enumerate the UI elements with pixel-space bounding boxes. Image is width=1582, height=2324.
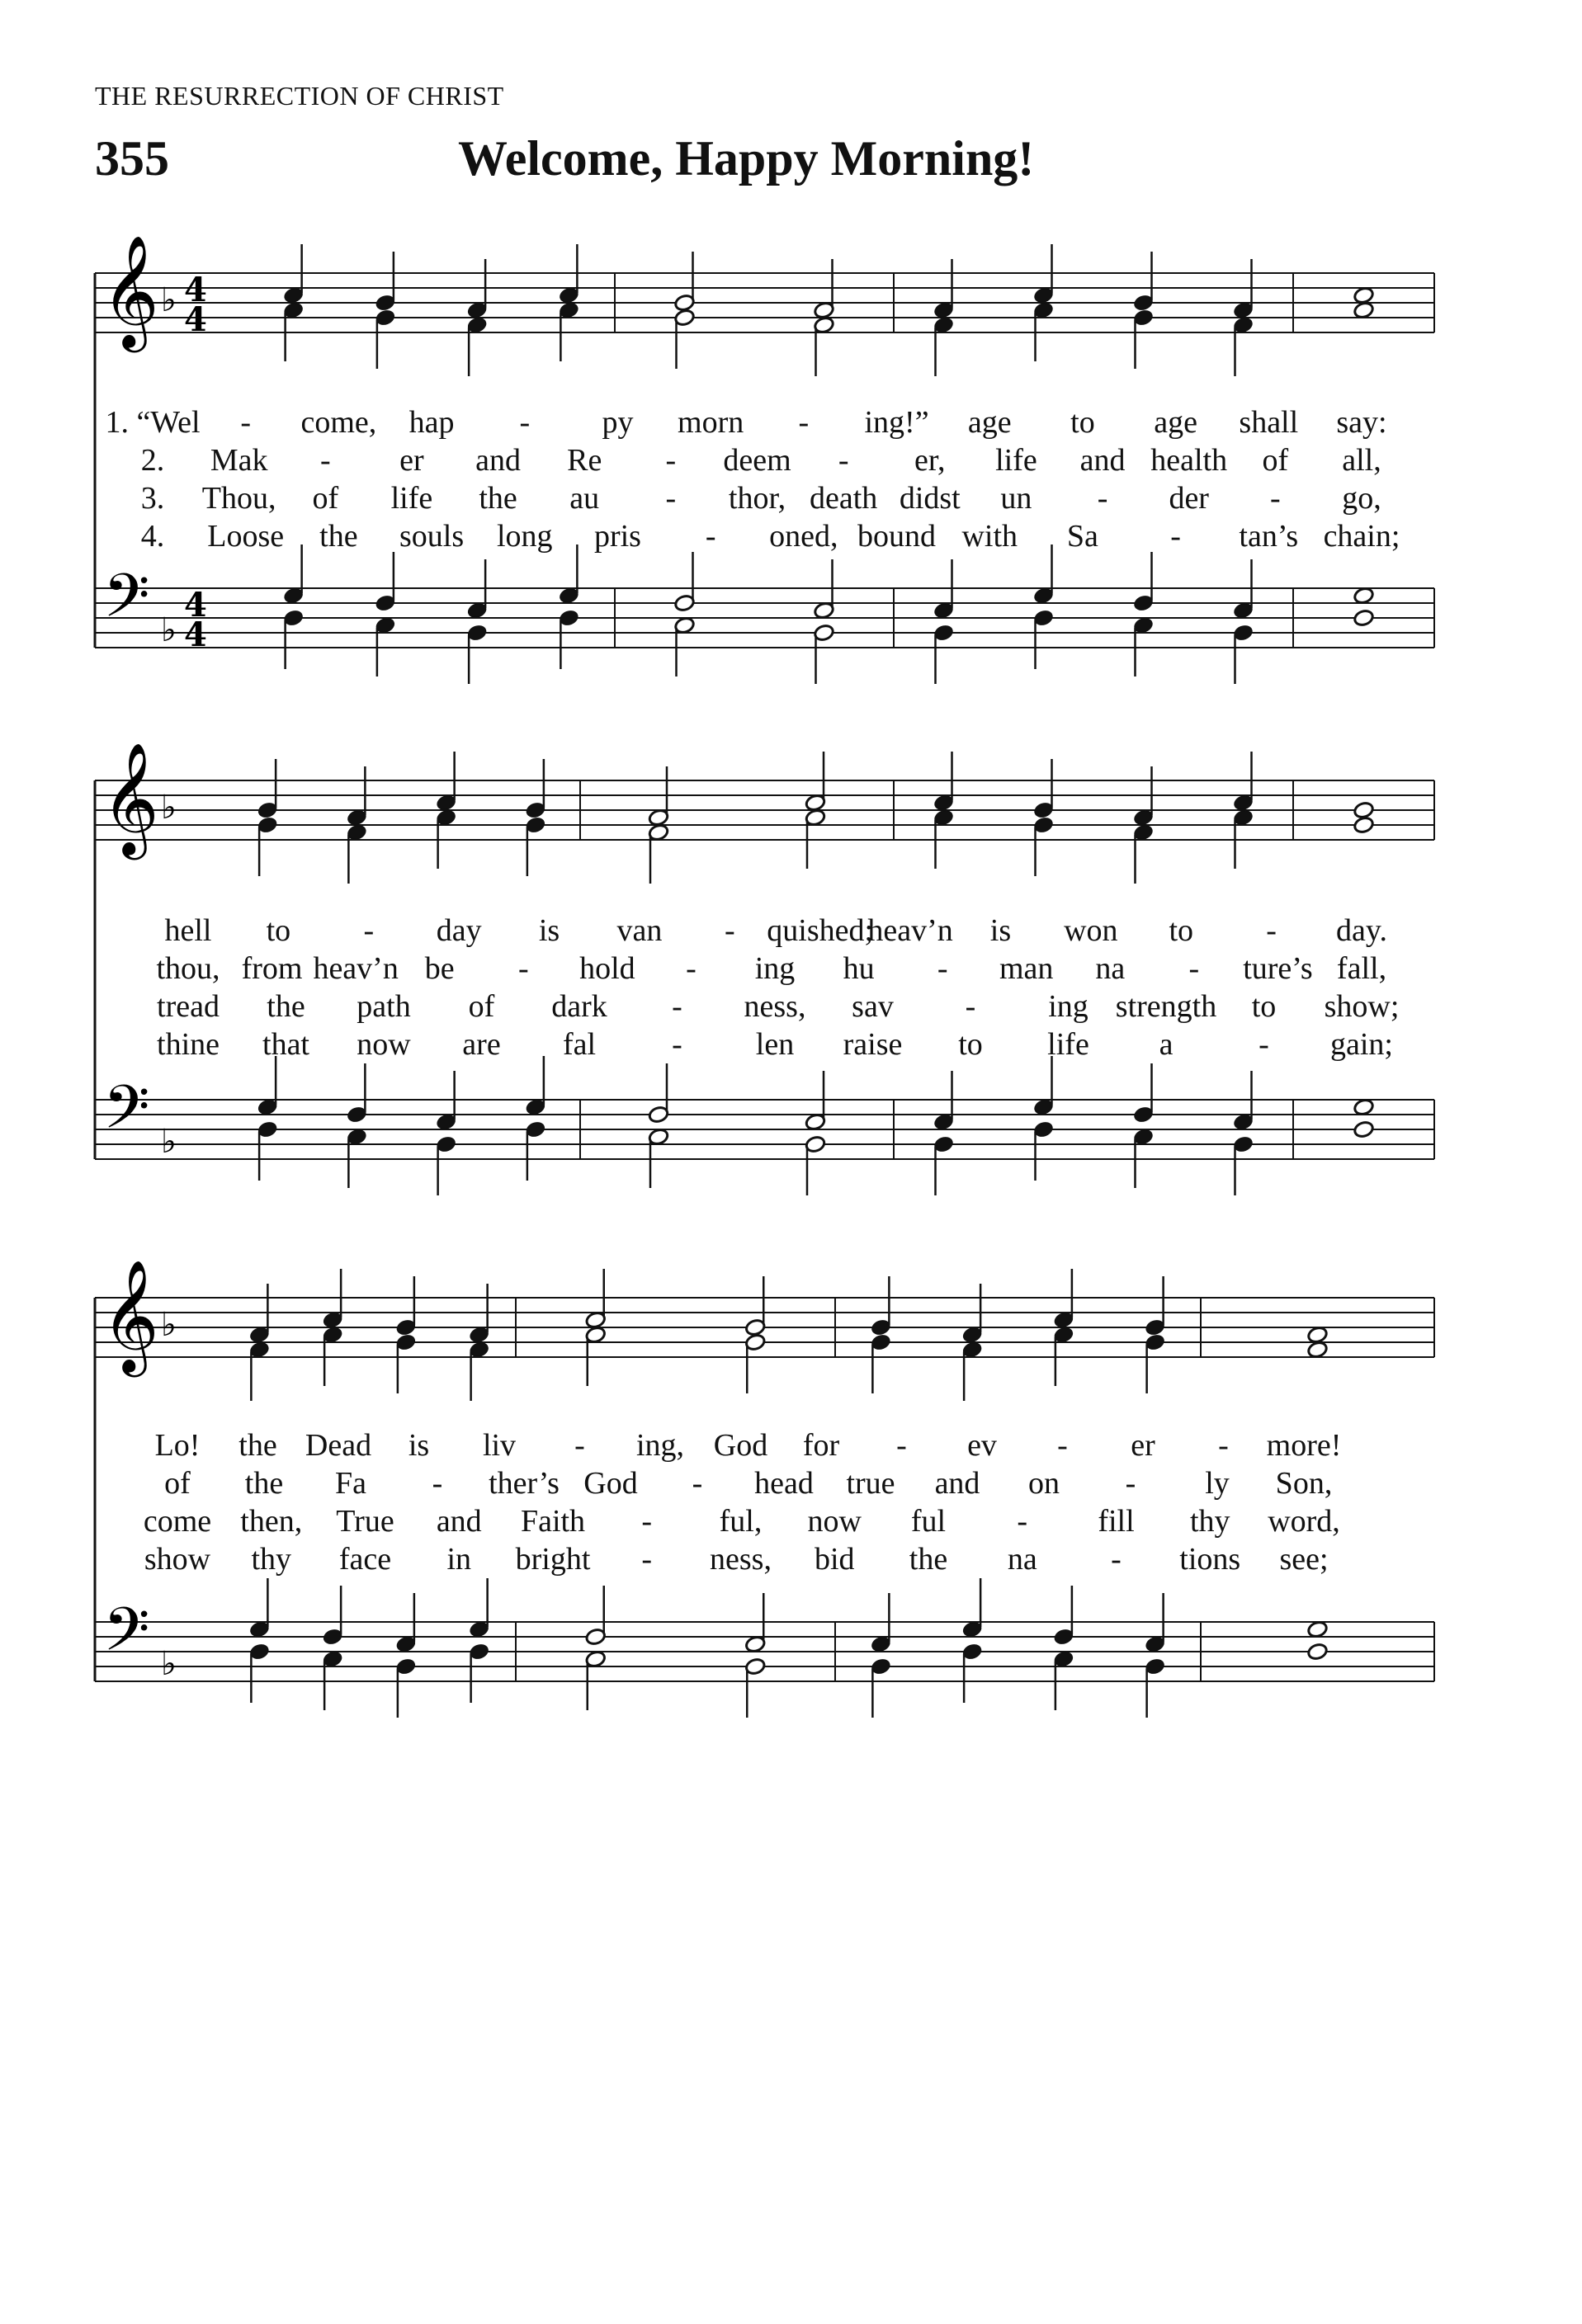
flat-icon: ♭	[161, 1306, 177, 1344]
lyric-syllable: true	[846, 1466, 895, 1501]
note-head	[1353, 301, 1374, 320]
lyric-syllable: life	[1047, 1027, 1089, 1062]
lyric-syllable: thy	[1189, 1504, 1230, 1539]
lyric-syllable: from	[241, 951, 303, 986]
lyric-syllable: Dead	[305, 1428, 372, 1463]
lyric-syllable: -	[838, 443, 849, 478]
lyric-syllable: see;	[1279, 1542, 1329, 1577]
lyric-syllable: the	[909, 1542, 948, 1577]
lyric-syllable: path	[357, 989, 411, 1024]
lyric-syllable: are	[462, 1027, 501, 1062]
note-head	[1353, 609, 1374, 628]
lyric-syllable: ful	[910, 1504, 947, 1539]
lyric-syllable: -	[692, 1466, 703, 1501]
lyric-syllable: more!	[1266, 1428, 1342, 1463]
lyric-syllable: Sa	[1066, 519, 1098, 554]
note-head	[1306, 1341, 1328, 1360]
lyric-syllable: for	[802, 1428, 840, 1463]
lyric-syllable: -	[641, 1504, 653, 1539]
lyric-syllable: un	[1000, 481, 1032, 516]
lyric-syllable: hu	[843, 951, 875, 986]
flat-icon: ♭	[161, 611, 177, 649]
lyric-syllable: -	[1266, 913, 1277, 948]
lyric-syllable: life	[995, 443, 1037, 478]
flat-icon: ♭	[161, 789, 177, 827]
lyric-syllable: ture’s	[1243, 951, 1313, 986]
lyric-syllable: Faith	[520, 1504, 586, 1539]
hymn-title: Welcome, Happy Morning!	[458, 131, 1035, 186]
lyric-syllable: ing	[754, 951, 796, 986]
lyric-syllable: health	[1150, 443, 1228, 478]
lyric-syllable: God	[583, 1466, 638, 1501]
lyric-syllable: thor,	[728, 481, 786, 516]
flat-icon: ♭	[161, 281, 177, 319]
lyric-syllable: now	[357, 1027, 411, 1062]
lyric-syllable: is	[989, 913, 1012, 948]
lyric-syllable: the	[238, 1428, 277, 1463]
note-head	[1353, 816, 1374, 835]
lyric-syllable: -	[519, 405, 531, 440]
lyric-syllable: -	[1057, 1428, 1068, 1463]
lyric-syllable: ing!”	[864, 405, 929, 440]
time-signature-digit: 4	[184, 271, 207, 309]
lyric-syllable: pris	[593, 519, 641, 554]
lyric-syllable: on	[1028, 1466, 1060, 1501]
lyric-syllable: -	[686, 951, 697, 986]
lyric-syllable: ther’s	[489, 1466, 560, 1501]
lyric-syllable: -	[1017, 1504, 1028, 1539]
note-head	[1353, 801, 1374, 820]
lyric-syllable: oned,	[769, 519, 838, 554]
lyric-syllable: fall,	[1336, 951, 1387, 986]
lyric-syllable: of	[468, 989, 495, 1024]
lyric-syllable: life	[390, 481, 433, 516]
bass-clef-icon: 𝄢	[103, 560, 150, 645]
lyric-syllable: didst	[899, 481, 961, 516]
lyric-syllable: fal	[562, 1027, 597, 1062]
lyric-syllable: the	[319, 519, 358, 554]
lyric-syllable: tan’s	[1239, 519, 1299, 554]
section-label: THE RESURRECTION OF CHRIST	[95, 81, 504, 111]
lyric-syllable: Fa	[335, 1466, 366, 1501]
lyric-syllable: -	[432, 1466, 443, 1501]
lyric-syllable: Re	[567, 443, 602, 478]
lyric-syllable: ness,	[710, 1542, 772, 1577]
lyric-syllable: shall	[1239, 405, 1299, 440]
lyric-syllable: man	[999, 951, 1054, 986]
lyric-syllable: thou,	[156, 951, 220, 986]
lyric-syllable: ing	[1048, 989, 1089, 1024]
note-head	[1353, 1120, 1374, 1139]
lyric-syllable: liv	[482, 1428, 517, 1463]
lyric-syllable: a	[1159, 1027, 1174, 1062]
lyric-syllable: to	[958, 1027, 983, 1062]
note-head	[1353, 587, 1374, 606]
lyric-syllable: of	[164, 1466, 191, 1501]
lyric-syllable: age	[1154, 405, 1197, 440]
treble-clef-icon: 𝄞	[102, 1258, 159, 1372]
bass-clef-icon: 𝄢	[103, 1594, 150, 1679]
lyric-syllable: is	[408, 1428, 430, 1463]
lyric-syllable: show	[144, 1542, 211, 1577]
lyric-syllable: au	[569, 481, 600, 516]
lyric-syllable: is	[538, 913, 560, 948]
lyric-syllable: dark	[551, 989, 607, 1024]
lyric-syllable: hell	[164, 913, 212, 948]
lyric-syllable: face	[338, 1542, 392, 1577]
lyric-syllable: -	[363, 913, 375, 948]
flat-icon: ♭	[161, 1123, 177, 1161]
lyric-syllable: van	[616, 913, 663, 948]
lyric-syllable: go,	[1342, 481, 1381, 516]
lyric-syllable: py	[602, 405, 634, 440]
lyric-syllable: long	[496, 519, 553, 554]
lyric-syllable: age	[967, 405, 1012, 440]
lyric-syllable: and	[1079, 443, 1126, 478]
time-signature-digit: 4	[184, 615, 207, 654]
lyric-syllable: er,	[914, 443, 946, 478]
lyric-syllable: ful,	[719, 1504, 763, 1539]
lyric-syllable: ev	[967, 1428, 997, 1463]
lyric-syllable: Loose	[207, 519, 285, 554]
lyric-syllable: -	[665, 443, 677, 478]
lyric-syllable: ing,	[635, 1428, 685, 1463]
lyric-syllable: won	[1064, 913, 1118, 948]
lyric-syllable: fill	[1098, 1504, 1135, 1539]
lyric-syllable: -	[896, 1428, 907, 1463]
hymn-number: 355	[95, 131, 169, 186]
lyric-syllable: come,	[300, 405, 377, 440]
lyric-syllable: and	[934, 1466, 980, 1501]
lyric-syllable: the	[479, 481, 517, 516]
lyric-syllable: death	[809, 481, 878, 516]
lyric-syllable: -	[672, 1027, 682, 1062]
lyric-syllable: na	[1007, 1542, 1037, 1577]
lyric-syllable: der	[1169, 481, 1209, 516]
treble-clef-icon: 𝄞	[102, 233, 159, 347]
lyric-syllable: len	[755, 1027, 795, 1062]
lyric-syllable: -	[705, 519, 716, 554]
lyric-syllable: say:	[1336, 405, 1387, 440]
lyric-syllable: to	[1070, 405, 1095, 440]
lyric-syllable: chain;	[1323, 519, 1400, 554]
lyric-syllable: show;	[1324, 989, 1400, 1024]
lyric-syllable: bright	[515, 1542, 591, 1577]
lyric-syllable: -	[965, 989, 976, 1024]
lyric-syllable: that	[262, 1027, 309, 1062]
lyric-syllable: -	[672, 989, 682, 1024]
lyric-syllable: -	[1125, 1466, 1136, 1501]
treble-clef-icon: 𝄞	[102, 741, 159, 855]
lyric-syllable: bid	[814, 1542, 855, 1577]
lyric-syllable: then,	[240, 1504, 303, 1539]
lyric-syllable: -	[1259, 1027, 1269, 1062]
lyric-syllable: raise	[843, 1027, 903, 1062]
lyric-syllable: -	[724, 913, 735, 948]
lyric-syllable: be	[424, 951, 455, 986]
lyric-syllable: -	[1218, 1428, 1229, 1463]
lyric-syllable: quished;	[767, 913, 874, 948]
lyric-syllable: souls	[399, 519, 465, 554]
lyric-syllable: -	[240, 405, 252, 440]
lyric-syllable: -	[1270, 481, 1281, 516]
lyric-syllable: 4.	[140, 519, 165, 554]
note-head	[1306, 1326, 1328, 1345]
lyric-syllable: er	[399, 443, 424, 478]
lyric-syllable: in	[446, 1542, 472, 1577]
lyric-syllable: -	[517, 951, 529, 986]
lyric-syllable: gain;	[1330, 1027, 1393, 1062]
note-head	[1306, 1620, 1328, 1639]
note-head	[1353, 1098, 1374, 1117]
lyric-syllable: day.	[1336, 913, 1387, 948]
lyric-syllable: word,	[1268, 1504, 1340, 1539]
lyric-syllable: ness,	[744, 989, 806, 1024]
lyric-syllable: heav’n	[867, 913, 953, 948]
lyric-syllable: now	[807, 1504, 862, 1539]
lyric-syllable: the	[267, 989, 305, 1024]
lyric-syllable: come	[143, 1504, 212, 1539]
lyric-syllable: thy	[251, 1542, 292, 1577]
lyric-syllable: 2.	[140, 443, 165, 478]
lyric-syllable: day	[436, 913, 482, 948]
lyric-syllable: -	[1170, 519, 1181, 554]
lyric-syllable: Lo!	[154, 1428, 201, 1463]
lyric-syllable: to	[1251, 989, 1277, 1024]
lyric-syllable: Mak	[210, 443, 268, 478]
lyric-syllable: the	[244, 1466, 284, 1501]
lyric-syllable: and	[475, 443, 521, 478]
lyric-syllable: bound	[857, 519, 937, 554]
lyric-syllable: -	[1188, 951, 1200, 986]
lyric-syllable: -	[665, 481, 677, 516]
lyric-syllable: with	[961, 519, 1018, 554]
lyric-syllable: -	[319, 443, 331, 478]
lyric-syllable: head	[754, 1466, 814, 1501]
lyric-syllable: to	[266, 913, 291, 948]
time-signature-digit: 4	[184, 300, 207, 339]
lyric-syllable: morn	[678, 405, 744, 440]
lyric-syllable: deem	[723, 443, 791, 478]
lyric-syllable: tions	[1179, 1542, 1241, 1577]
lyric-syllable: True	[336, 1504, 394, 1539]
lyric-syllable: heav’n	[313, 951, 399, 986]
lyric-syllable: -	[641, 1542, 653, 1577]
lyric-syllable: and	[436, 1504, 482, 1539]
lyric-syllable: -	[1097, 481, 1108, 516]
lyric-syllable: -	[937, 951, 948, 986]
lyric-syllable: of	[1262, 443, 1289, 478]
lyric-syllable: 1. “Wel	[105, 405, 201, 440]
lyric-syllable: na	[1095, 951, 1126, 986]
lyric-syllable: er	[1131, 1428, 1155, 1463]
lyric-syllable: sav	[852, 989, 894, 1024]
lyric-syllable: of	[312, 481, 339, 516]
lyric-syllable: Thou,	[201, 481, 276, 516]
bass-clef-icon: 𝄢	[103, 1072, 150, 1157]
flat-icon: ♭	[161, 1645, 177, 1683]
lyric-syllable: all,	[1342, 443, 1381, 478]
lyric-syllable: 3.	[140, 481, 165, 516]
lyric-syllable: strength	[1115, 989, 1217, 1024]
lyric-syllable: ly	[1205, 1466, 1230, 1501]
lyric-syllable: Son,	[1275, 1466, 1333, 1501]
note-head	[1306, 1643, 1328, 1662]
lyric-syllable: -	[798, 405, 810, 440]
lyric-syllable: to	[1169, 913, 1193, 948]
lyric-syllable: tread	[157, 989, 220, 1024]
lyric-syllable: hold	[579, 951, 635, 986]
lyric-syllable: -	[574, 1428, 585, 1463]
lyric-syllable: thine	[157, 1027, 220, 1062]
lyric-syllable: -	[1111, 1542, 1122, 1577]
time-signature-digit: 4	[184, 586, 207, 625]
note-head	[1353, 286, 1374, 305]
lyric-syllable: hap	[408, 405, 455, 440]
lyric-syllable: God	[713, 1428, 768, 1463]
